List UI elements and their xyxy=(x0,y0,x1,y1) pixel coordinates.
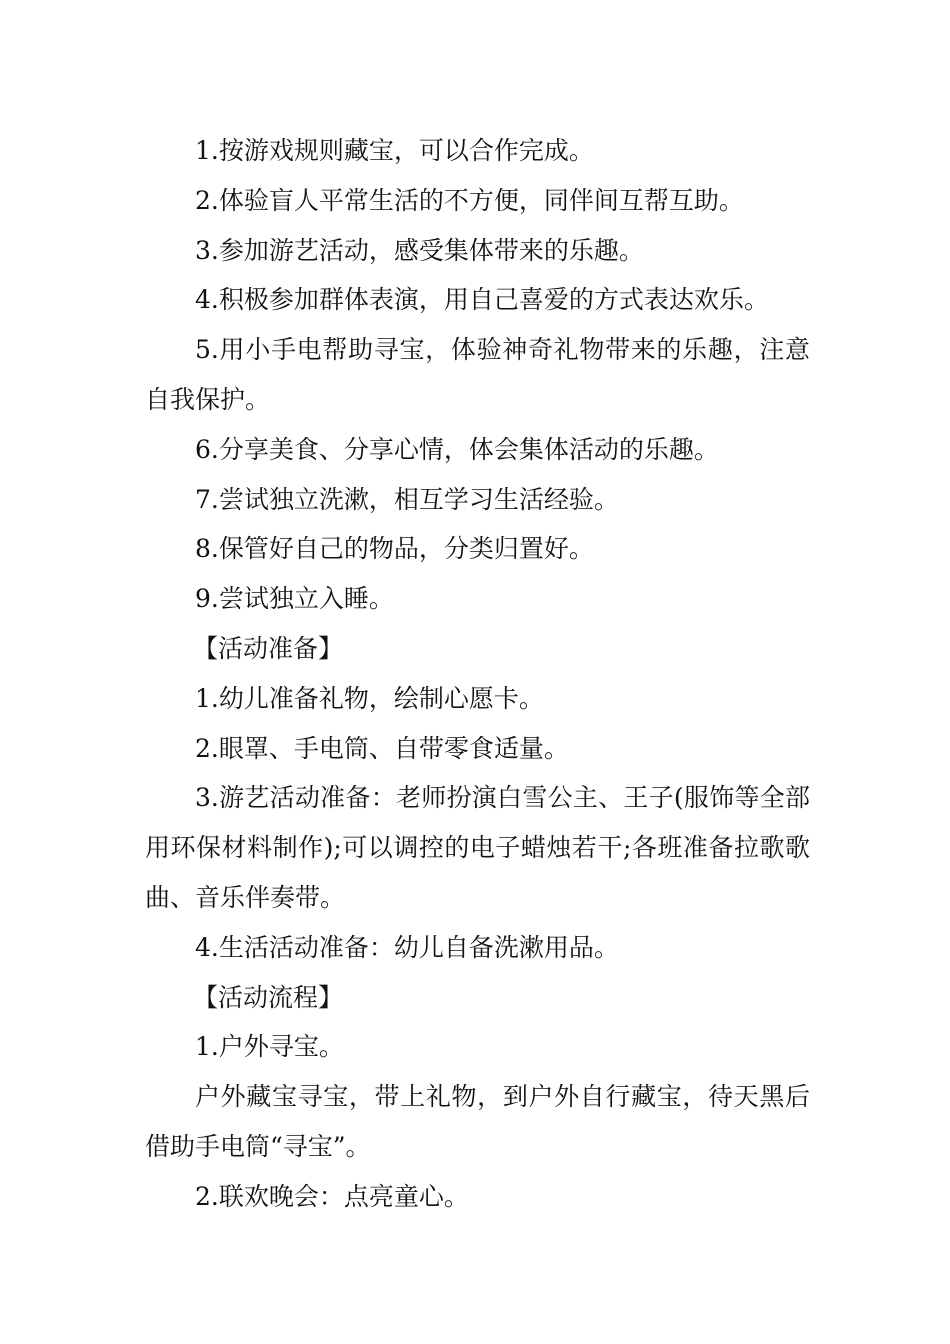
process-step-2: 2.联欢晚会：点亮童心。 xyxy=(195,1181,469,1211)
preparation-item-4: 4.生活活动准备：幼儿自备洗漱用品。 xyxy=(195,932,619,962)
section-heading-preparation: 【活动准备】 xyxy=(193,633,344,663)
preparation-item-2: 2.眼罩、手电筒、自带零食适量。 xyxy=(195,733,569,763)
goal-item-7: 7.尝试独立洗漱，相互学习生活经验。 xyxy=(195,484,619,514)
goal-item-1: 1.按游戏规则藏宝，可以合作完成。 xyxy=(195,136,594,165)
goal-item-4: 4.积极参加群体表演，用自己喜爱的方式表达欢乐。 xyxy=(195,285,769,315)
goal-item-5: 5.用小手电帮助寻宝，体验神奇礼物带来的乐趣，注意自我保护。 xyxy=(145,335,810,414)
goal-item-2: 2.体验盲人平常生活的不方便，同伴间互帮互助。 xyxy=(195,185,744,215)
goal-item-3: 3.参加游艺活动，感受集体带来的乐趣。 xyxy=(195,235,644,265)
section-heading-process: 【活动流程】 xyxy=(193,982,344,1012)
goal-item-8: 8.保管好自己的物品，分类归置好。 xyxy=(195,534,594,564)
goal-item-6: 6.分享美食、分享心情，体会集体活动的乐趣。 xyxy=(195,434,719,464)
document-body xyxy=(145,126,810,1222)
goal-item-9: 9.尝试独立入睡。 xyxy=(195,584,394,614)
preparation-item-1: 1.幼儿准备礼物，绘制心愿卡。 xyxy=(195,683,544,713)
process-step-1: 1.户外寻宝。 xyxy=(195,1032,344,1062)
preparation-item-3: 3.游艺活动准备：老师扮演白雪公主、王子(服饰等全部用环保材料制作);可以调控的电子蜡烛若干;各班准备拉歌歌曲、音乐伴奏带。 xyxy=(145,783,810,912)
process-step-1-detail: 户外藏宝寻宝，带上礼物，到户外自行藏宝，待天黑后借助手电筒“寻宝”。 xyxy=(145,1082,810,1161)
